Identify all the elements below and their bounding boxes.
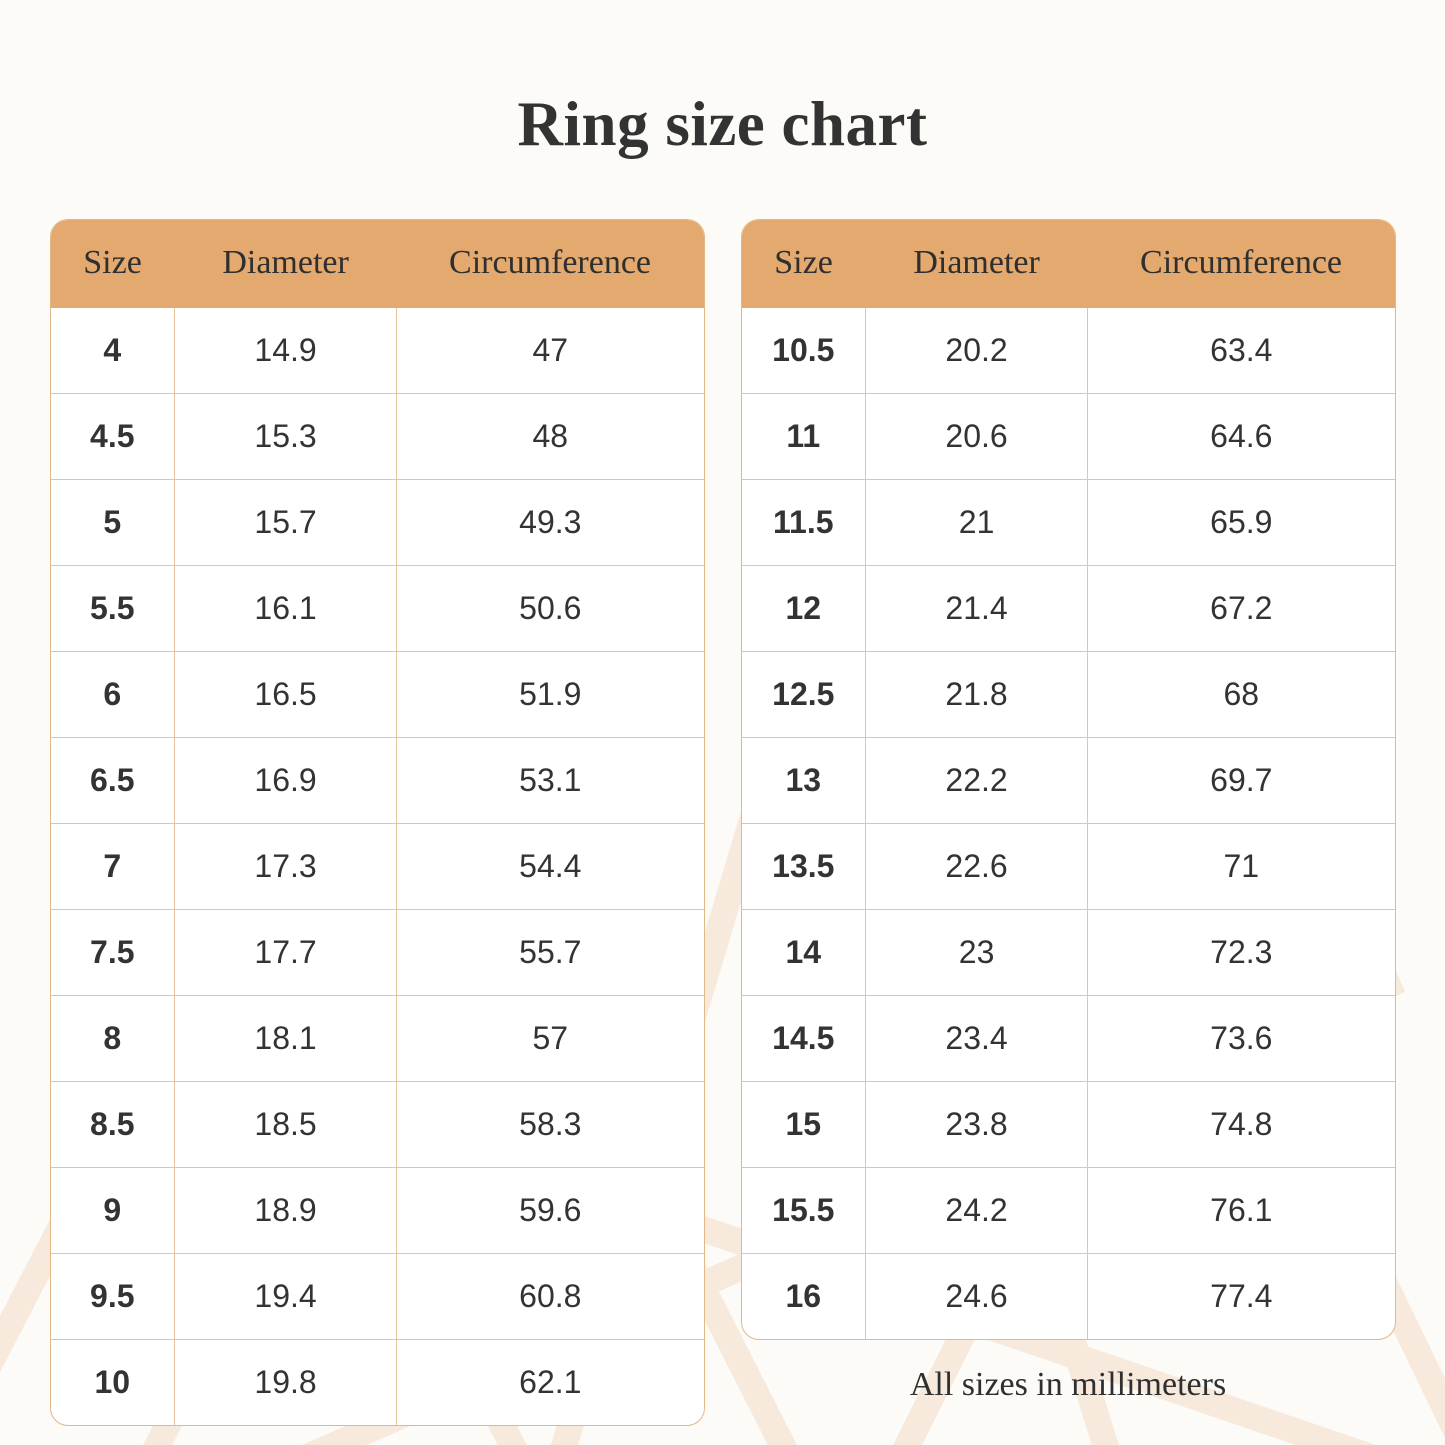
cell-size: 10.5 <box>742 308 866 394</box>
cell-diameter: 21.4 <box>866 566 1088 652</box>
cell-diameter: 15.3 <box>175 394 397 480</box>
tables-container <box>0 219 1445 1426</box>
column-header-diameter: Diameter <box>175 220 397 308</box>
cell-circumference: 62.1 <box>397 1340 704 1426</box>
cell-circumference: 51.9 <box>397 652 704 738</box>
cell-circumference: 68 <box>1088 652 1395 738</box>
table-row <box>742 394 1395 480</box>
table-row <box>742 996 1395 1082</box>
column-header-size: Size <box>742 220 866 308</box>
cell-diameter: 21.8 <box>866 652 1088 738</box>
cell-diameter: 18.9 <box>175 1168 397 1254</box>
cell-size: 13.5 <box>742 824 866 910</box>
cell-size: 15.5 <box>742 1168 866 1254</box>
right-size-table-card <box>741 219 1396 1340</box>
cell-diameter: 15.7 <box>175 480 397 566</box>
cell-diameter: 16.9 <box>175 738 397 824</box>
table-row <box>51 308 704 394</box>
table-row <box>742 308 1395 394</box>
cell-diameter: 22.2 <box>866 738 1088 824</box>
cell-circumference: 72.3 <box>1088 910 1395 996</box>
cell-size: 12.5 <box>742 652 866 738</box>
table-row <box>51 1254 704 1340</box>
cell-size: 4 <box>51 308 175 394</box>
table-row <box>742 480 1395 566</box>
cell-circumference: 65.9 <box>1088 480 1395 566</box>
cell-size: 14.5 <box>742 996 866 1082</box>
column-header-size: Size <box>51 220 175 308</box>
cell-circumference: 50.6 <box>397 566 704 652</box>
cell-size: 13 <box>742 738 866 824</box>
table-row <box>51 652 704 738</box>
table-row <box>51 394 704 480</box>
cell-size: 5.5 <box>51 566 175 652</box>
table-row <box>742 1168 1395 1254</box>
cell-diameter: 19.4 <box>175 1254 397 1340</box>
right-column <box>741 219 1396 1426</box>
cell-diameter: 14.9 <box>175 308 397 394</box>
table-row <box>51 910 704 996</box>
table-row <box>51 738 704 824</box>
cell-diameter: 19.8 <box>175 1340 397 1426</box>
cell-size: 14 <box>742 910 866 996</box>
cell-size: 9.5 <box>51 1254 175 1340</box>
cell-size: 11.5 <box>742 480 866 566</box>
cell-circumference: 60.8 <box>397 1254 704 1340</box>
right-table-header <box>742 220 1395 308</box>
cell-diameter: 23 <box>866 910 1088 996</box>
cell-size: 9 <box>51 1168 175 1254</box>
cell-size: 5 <box>51 480 175 566</box>
left-table-header <box>51 220 704 308</box>
left-size-table <box>51 220 704 1425</box>
table-row <box>51 996 704 1082</box>
cell-circumference: 71 <box>1088 824 1395 910</box>
table-row <box>51 480 704 566</box>
left-size-table-card <box>50 219 705 1426</box>
cell-diameter: 18.1 <box>175 996 397 1082</box>
cell-circumference: 77.4 <box>1088 1254 1395 1340</box>
cell-circumference: 49.3 <box>397 480 704 566</box>
right-size-table <box>742 220 1395 1339</box>
cell-diameter: 17.7 <box>175 910 397 996</box>
cell-size: 10 <box>51 1340 175 1426</box>
cell-circumference: 47 <box>532 332 569 368</box>
cell-size: 11 <box>742 394 866 480</box>
cell-diameter: 16.1 <box>175 566 397 652</box>
column-header-diameter: Diameter <box>866 220 1088 308</box>
column-header-circumference: Circumference <box>1088 220 1395 308</box>
cell-circumference: 73.6 <box>1088 996 1395 1082</box>
cell-size: 12 <box>742 566 866 652</box>
cell-circumference: 54.4 <box>397 824 704 910</box>
cell-diameter: 23.8 <box>866 1082 1088 1168</box>
cell-circumference: 55.7 <box>397 910 704 996</box>
table-row <box>51 566 704 652</box>
cell-diameter: 24.6 <box>866 1254 1088 1340</box>
table-header-row <box>742 220 1395 308</box>
cell-size: 15 <box>742 1082 866 1168</box>
right-table-body <box>742 308 1395 1339</box>
cell-size: 8 <box>51 996 175 1082</box>
cell-circumference: 69.7 <box>1088 738 1395 824</box>
column-header-circumference: Circumference <box>397 220 704 308</box>
cell-diameter: 18.5 <box>175 1082 397 1168</box>
cell-circumference: 64.6 <box>1088 394 1395 480</box>
table-row <box>51 824 704 910</box>
cell-circumference: 53.1 <box>397 738 704 824</box>
table-row <box>51 1168 704 1254</box>
cell-size: 7.5 <box>51 910 175 996</box>
cell-circumference: 63.4 <box>1210 332 1273 368</box>
cell-size: 8.5 <box>51 1082 175 1168</box>
table-row <box>742 1254 1395 1340</box>
cell-diameter: 20.2 <box>866 308 1088 394</box>
cell-size: 6.5 <box>51 738 175 824</box>
cell-circumference: 59.6 <box>397 1168 704 1254</box>
table-row <box>742 910 1395 996</box>
units-footnote: All sizes in millimeters <box>909 1366 1227 1403</box>
cell-diameter: 20.6 <box>866 394 1088 480</box>
table-row <box>51 1340 704 1426</box>
cell-diameter: 23.4 <box>866 996 1088 1082</box>
cell-diameter: 17.3 <box>175 824 397 910</box>
table-row <box>742 652 1395 738</box>
table-row <box>51 1082 704 1168</box>
page-title: Ring size chart <box>517 89 928 159</box>
cell-circumference: 58.3 <box>397 1082 704 1168</box>
cell-diameter: 21 <box>866 480 1088 566</box>
table-header-row <box>51 220 704 308</box>
left-table-body <box>51 308 704 1425</box>
table-row <box>742 566 1395 652</box>
cell-size: 4.5 <box>51 394 175 480</box>
cell-circumference: 67.2 <box>1088 566 1395 652</box>
table-row <box>742 738 1395 824</box>
table-row <box>742 1082 1395 1168</box>
cell-circumference: 57 <box>397 996 704 1082</box>
table-row <box>742 824 1395 910</box>
cell-diameter: 22.6 <box>866 824 1088 910</box>
cell-size: 7 <box>51 824 175 910</box>
cell-diameter: 24.2 <box>866 1168 1088 1254</box>
cell-size: 6 <box>51 652 175 738</box>
cell-diameter: 16.5 <box>175 652 397 738</box>
cell-size: 16 <box>742 1254 866 1340</box>
cell-circumference: 74.8 <box>1088 1082 1395 1168</box>
cell-circumference: 48 <box>397 394 704 480</box>
cell-circumference: 76.1 <box>1088 1168 1395 1254</box>
